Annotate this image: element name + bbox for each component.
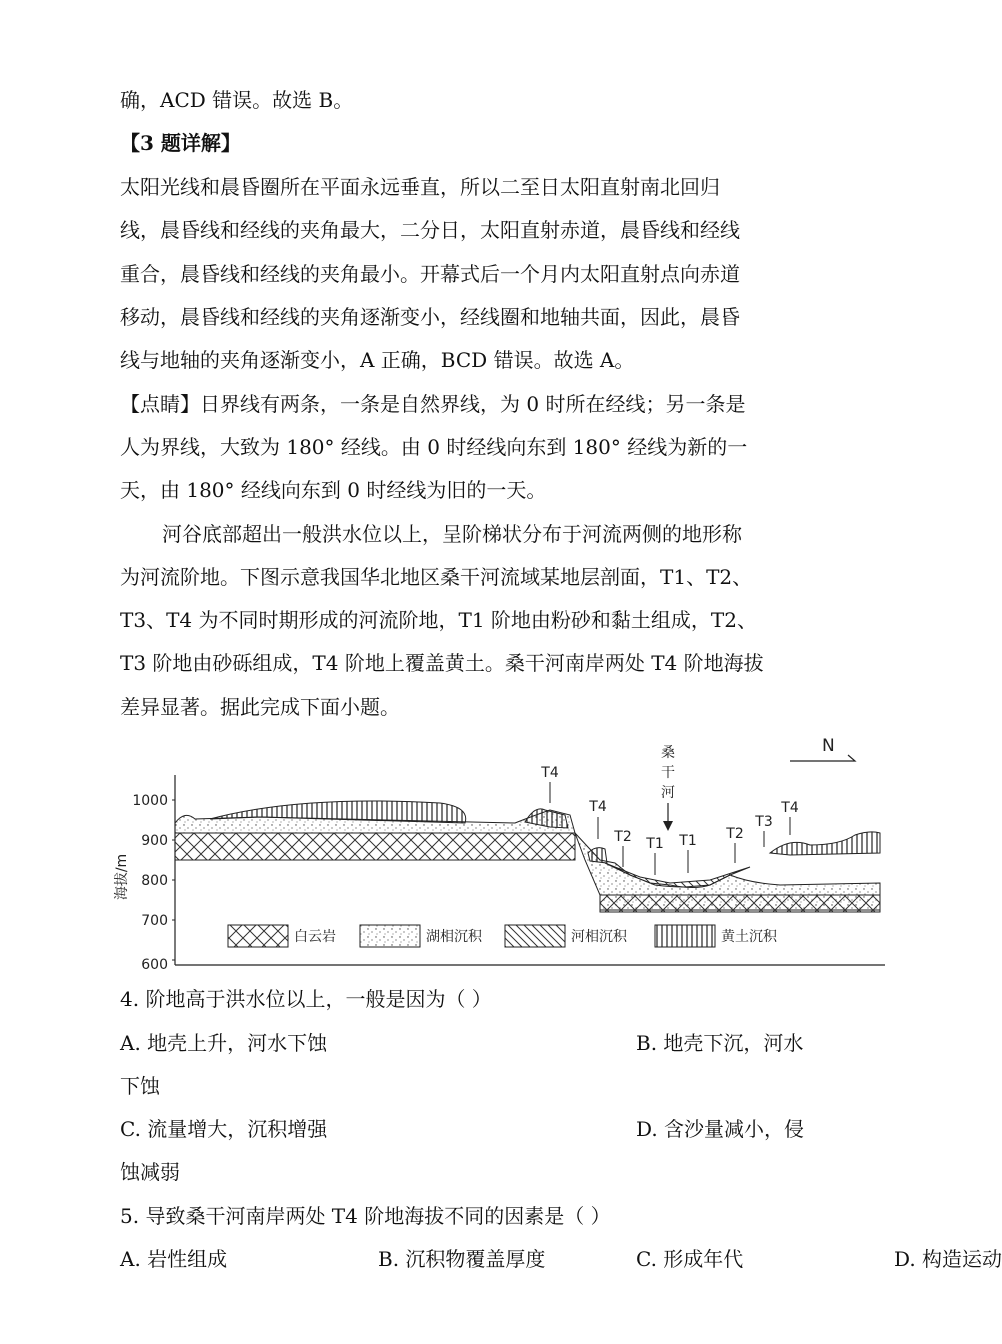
terrace-label: T1 (646, 836, 664, 852)
passage-line: T3、T4 为不同时期形成的河流阶地，T1 阶地由粉砂和黏土组成，T2、 (120, 608, 757, 632)
terrace-label: T4 (781, 800, 799, 816)
terrace-label: T4 (589, 799, 607, 815)
loess-right (770, 832, 880, 855)
y-tick-label: 900 (141, 833, 168, 849)
question-5-option-c[interactable]: C. 形成年代 (636, 1247, 744, 1271)
y-tick-label: 1000 (132, 793, 168, 809)
text-line: 线，晨昏线和经线的夹角最大，二分日，太阳直射赤道，晨昏线和经线 (120, 218, 740, 242)
dolomite-layer-left (175, 833, 575, 860)
terrace-label: T4 (541, 765, 559, 781)
terrace-label: T3 (755, 814, 773, 830)
north-label: N (822, 736, 835, 756)
question-4-option-a[interactable]: A. 地壳上升，河水下蚀 (120, 1031, 328, 1055)
legend-swatch-lake (360, 925, 420, 947)
question-4-option-d-cont: 蚀减弱 (120, 1160, 180, 1184)
legend-label: 白云岩 (294, 929, 336, 945)
text-line: 人为界线，大致为 180° 经线。由 0 时经线向东到 180° 经线为新的一 (120, 435, 748, 459)
text-line: 移动，晨昏线和经线的夹角逐渐变小，经线圈和地轴共面，因此，晨昏 (120, 305, 740, 329)
terrace-cross-section-figure (110, 735, 890, 973)
y-tick-label: 700 (141, 913, 168, 929)
passage-line: T3 阶地由砂砾组成，T4 阶地上覆盖黄土。桑干河南岸两处 T4 阶地海拔 (120, 651, 764, 675)
question-5-option-a[interactable]: A. 岩性组成 (120, 1247, 228, 1271)
passage-line: 差异显著。据此完成下面小题。 (120, 695, 400, 719)
text-line: 天，由 180° 经线向东到 0 时经线为旧的一天。 (120, 478, 547, 502)
legend-label: 河相沉积 (571, 929, 627, 945)
passage-line: 为河流阶地。下图示意我国华北地区桑干河流域某地层剖面，T1、T2、 (120, 565, 753, 589)
text-line: 确，ACD 错误。故选 B。 (120, 88, 354, 112)
question-5-option-b[interactable]: B. 沉积物覆盖厚度 (378, 1247, 546, 1271)
y-tick-label: 600 (141, 957, 168, 973)
terrace-label: T2 (614, 829, 632, 845)
y-axis-label: 海拔/m (114, 853, 130, 901)
river-label: 干 (661, 765, 675, 781)
question-5-stem: 5. 导致桑干河南岸两处 T4 阶地海拔不同的因素是（ ） (120, 1204, 611, 1228)
text-line: 重合，晨昏线和经线的夹角最小。开幕式后一个月内太阳直射点向赤道 (120, 262, 740, 286)
y-tick-label: 800 (141, 873, 168, 889)
river-label: 桑 (661, 745, 675, 761)
text-line: 【点睛】日界线有两条，一条是自然界线，为 0 时所在经线；另一条是 (120, 392, 746, 416)
legend-label: 黄土沉积 (721, 929, 777, 945)
legend-swatch-fluvial (505, 925, 565, 947)
river-label: 河 (661, 785, 675, 801)
passage-line: 河谷底部超出一般洪水位以上，呈阶梯状分布于河流两侧的地形称 (162, 522, 742, 546)
question-4-option-d[interactable]: D. 含沙量减小，侵 (636, 1117, 805, 1141)
text-line: 线与地轴的夹角逐渐变小，A 正确，BCD 错误。故选 A。 (120, 348, 635, 372)
terrace-label: T2 (726, 826, 744, 842)
terrace-label: T1 (679, 833, 697, 849)
dolomite-layer-right (600, 895, 880, 912)
legend-swatch-loess (655, 925, 715, 947)
legend-swatch-dolomite (228, 925, 288, 947)
loess-t4-middle (588, 848, 607, 863)
question-4-option-b-cont: 下蚀 (120, 1074, 160, 1098)
text-line: 太阳光线和晨昏圈所在平面永远垂直，所以二至日太阳直射南北回归 (120, 175, 720, 199)
question-4-stem: 4. 阶地高于洪水位以上，一般是因为（ ） (120, 987, 492, 1011)
question-4-option-b[interactable]: B. 地壳下沉，河水 (636, 1031, 804, 1055)
section-heading: 【3 题详解】 (120, 131, 241, 155)
legend-label: 湖相沉积 (426, 929, 482, 945)
question-4-option-c[interactable]: C. 流量增大，沉积增强 (120, 1117, 328, 1141)
question-5-option-d[interactable]: D. 构造运动 (894, 1247, 1002, 1271)
